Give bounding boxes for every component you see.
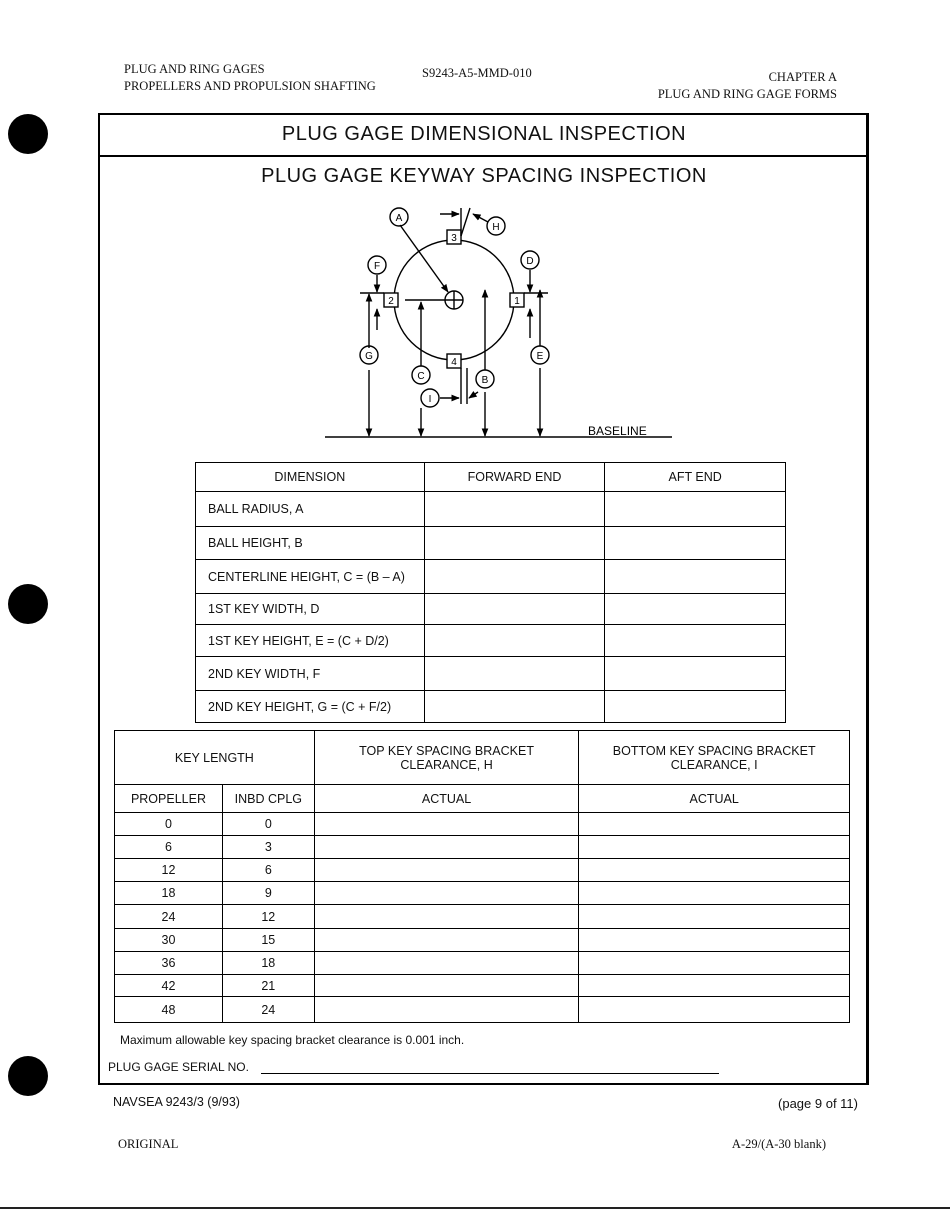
dimension-label: 1ST KEY HEIGHT, E = (C + D/2) <box>196 625 425 657</box>
forward-end-cell[interactable] <box>424 691 605 723</box>
bottom-actual-cell[interactable] <box>579 882 850 905</box>
top-actual-cell[interactable] <box>314 997 579 1023</box>
table-row <box>196 657 786 691</box>
callout-b: B <box>481 375 489 386</box>
table-row <box>115 975 850 997</box>
bottom-bracket-header: BOTTOM KEY SPACING BRACKET CLEARANCE, I <box>579 731 850 785</box>
key-number-3: 3 <box>451 233 457 244</box>
dimension-label: 1ST KEY WIDTH, D <box>196 594 425 625</box>
aft-end-cell[interactable] <box>605 560 786 594</box>
bottom-actual-cell[interactable] <box>579 997 850 1023</box>
top-actual-cell[interactable] <box>314 882 579 905</box>
top-actual-cell[interactable] <box>314 929 579 952</box>
callout-g: G <box>365 351 373 362</box>
aft-end-cell[interactable] <box>605 691 786 723</box>
inbd-cplg-cell: 6 <box>222 859 314 882</box>
header-left-line2: PROPELLERS AND PROPULSION SHAFTING <box>124 79 376 93</box>
form-number: NAVSEA 9243/3 (9/93) <box>113 1095 240 1109</box>
binder-hole-top <box>8 114 48 154</box>
top-bracket-header: TOP KEY SPACING BRACKET CLEARANCE, H <box>314 731 579 785</box>
dimension-label: BALL HEIGHT, B <box>196 527 425 560</box>
inbd-cplg-cell: 12 <box>222 905 314 929</box>
header-left <box>124 61 376 95</box>
callout-i: I <box>428 394 432 405</box>
forward-end-cell[interactable] <box>424 657 605 691</box>
header-right <box>658 69 837 103</box>
top-actual-cell[interactable] <box>314 859 579 882</box>
table-row <box>115 952 850 975</box>
table-row <box>115 905 850 929</box>
table-row <box>115 882 850 905</box>
title-divider <box>100 155 868 157</box>
top-actual-cell[interactable] <box>314 813 579 836</box>
forward-end-cell[interactable] <box>424 492 605 527</box>
inbd-cplg-cell: 15 <box>222 929 314 952</box>
bottom-actual-cell[interactable] <box>579 929 850 952</box>
forward-end-cell[interactable] <box>424 625 605 657</box>
keyway-diagram <box>300 200 700 450</box>
propeller-cell: 36 <box>115 952 223 975</box>
bottom-actual-cell[interactable] <box>579 952 850 975</box>
key-number-1: 1 <box>514 296 520 307</box>
aft-end-header: AFT END <box>605 463 786 492</box>
propeller-header: PROPELLER <box>115 785 223 813</box>
dimension-label: 2ND KEY HEIGHT, G = (C + F/2) <box>196 691 425 723</box>
aft-end-cell[interactable] <box>605 527 786 560</box>
clearance-note: Maximum allowable key spacing bracket clearance is 0.001 inch. <box>120 1033 465 1047</box>
inbd-cplg-cell: 18 <box>222 952 314 975</box>
bottom-actual-header: ACTUAL <box>579 785 850 813</box>
table-row <box>196 492 786 527</box>
inbd-cplg-cell: 9 <box>222 882 314 905</box>
table-row <box>196 594 786 625</box>
callout-d: D <box>526 256 534 267</box>
binder-hole-bottom <box>8 1056 48 1096</box>
page-of: (page 9 of 11) <box>778 1096 858 1111</box>
propeller-cell: 42 <box>115 975 223 997</box>
top-actual-cell[interactable] <box>314 905 579 929</box>
page-bottom-edge <box>0 1207 950 1209</box>
bottom-actual-cell[interactable] <box>579 975 850 997</box>
inbd-cplg-header: INBD CPLG <box>222 785 314 813</box>
inbd-cplg-cell: 3 <box>222 836 314 859</box>
propeller-cell: 6 <box>115 836 223 859</box>
propeller-cell: 30 <box>115 929 223 952</box>
top-actual-cell[interactable] <box>314 975 579 997</box>
key-spacing-table <box>114 730 850 1023</box>
binder-hole-middle <box>8 584 48 624</box>
serial-label: PLUG GAGE SERIAL NO. <box>108 1060 249 1074</box>
table-row <box>115 836 850 859</box>
callout-h: H <box>492 222 500 233</box>
forward-end-cell[interactable] <box>424 527 605 560</box>
form-subtitle: PLUG GAGE KEYWAY SPACING INSPECTION <box>261 165 707 187</box>
propeller-cell: 12 <box>115 859 223 882</box>
bottom-actual-cell[interactable] <box>579 813 850 836</box>
serial-underline <box>261 1073 719 1074</box>
key-length-header: KEY LENGTH <box>115 731 315 785</box>
aft-end-cell[interactable] <box>605 657 786 691</box>
dimension-header: DIMENSION <box>196 463 425 492</box>
table-row <box>115 813 850 836</box>
table-row <box>196 691 786 723</box>
propeller-cell: 18 <box>115 882 223 905</box>
serial-input[interactable] <box>262 1058 718 1073</box>
propeller-cell: 24 <box>115 905 223 929</box>
form-title: PLUG GAGE DIMENSIONAL INSPECTION <box>281 123 687 145</box>
table-row <box>196 527 786 560</box>
table-row <box>196 625 786 657</box>
propeller-cell: 48 <box>115 997 223 1023</box>
aft-end-cell[interactable] <box>605 594 786 625</box>
inbd-cplg-cell: 0 <box>222 813 314 836</box>
aft-end-cell[interactable] <box>605 492 786 527</box>
aft-end-cell[interactable] <box>605 625 786 657</box>
top-actual-cell[interactable] <box>314 952 579 975</box>
callout-a: A <box>395 213 403 224</box>
inbd-cplg-cell: 24 <box>222 997 314 1023</box>
forward-end-cell[interactable] <box>424 560 605 594</box>
bottom-actual-cell[interactable] <box>579 836 850 859</box>
baseline-label: BASELINE <box>588 424 647 438</box>
header-document-number: S9243-A5-MMD-010 <box>422 66 532 80</box>
dimension-label: BALL RADIUS, A <box>196 492 425 527</box>
top-actual-header: ACTUAL <box>314 785 579 813</box>
dimension-table <box>195 462 786 723</box>
bottom-actual-cell[interactable] <box>579 905 850 929</box>
header-right-line2: PLUG AND RING GAGE FORMS <box>657 87 837 101</box>
top-actual-cell[interactable] <box>314 836 579 859</box>
dimension-label: 2ND KEY WIDTH, F <box>196 657 425 691</box>
header-right-line1: CHAPTER A <box>768 70 837 84</box>
footer-left: ORIGINAL <box>118 1137 179 1151</box>
key-number-2: 2 <box>388 296 394 307</box>
propeller-cell: 0 <box>115 813 223 836</box>
callout-f: F <box>373 261 381 272</box>
dimension-label: CENTERLINE HEIGHT, C = (B – A) <box>196 560 425 594</box>
header-left-line1: PLUG AND RING GAGES <box>124 62 265 76</box>
bottom-actual-cell[interactable] <box>579 859 850 882</box>
callout-c: C <box>417 371 425 382</box>
footer-right: A-29/(A-30 blank) <box>731 1137 826 1151</box>
forward-end-header: FORWARD END <box>424 463 605 492</box>
table-row <box>115 859 850 882</box>
callout-e: E <box>536 351 544 362</box>
table-row <box>115 929 850 952</box>
inbd-cplg-cell: 21 <box>222 975 314 997</box>
table-row <box>115 997 850 1023</box>
table-row <box>196 560 786 594</box>
key-number-4: 4 <box>451 357 457 368</box>
forward-end-cell[interactable] <box>424 594 605 625</box>
